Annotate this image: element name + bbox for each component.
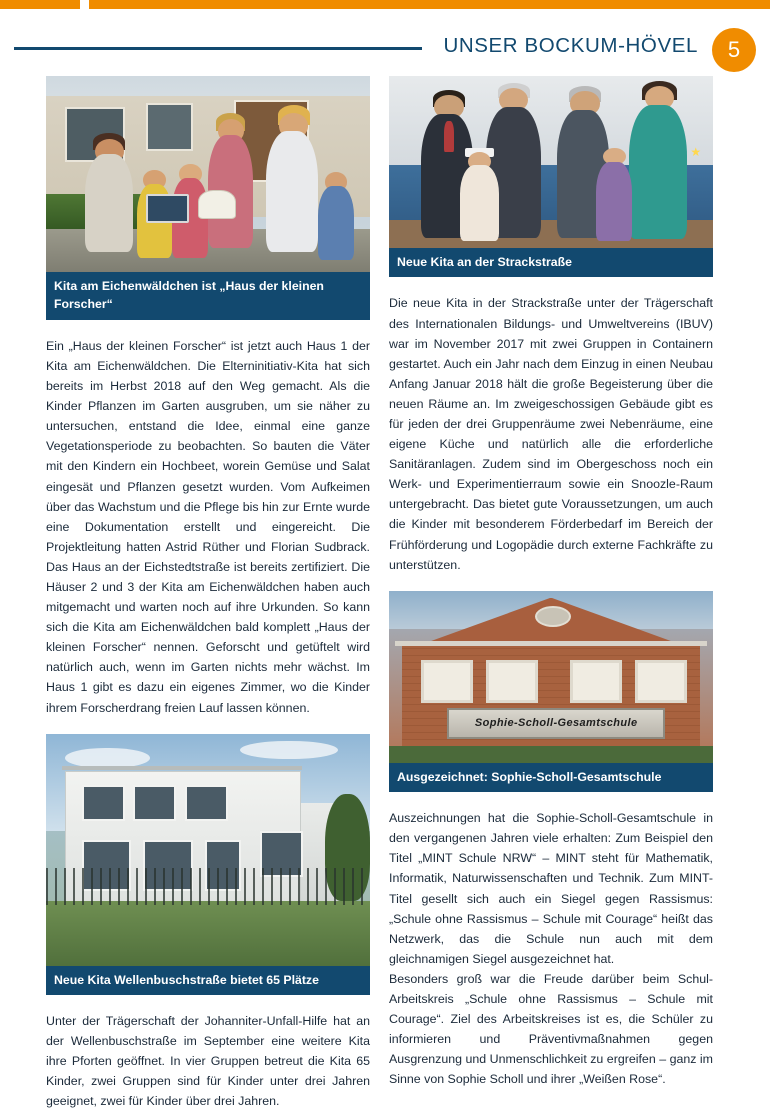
photo-kita-strackstrasse bbox=[389, 76, 713, 248]
photo-fence bbox=[46, 868, 370, 905]
photo-cloud bbox=[240, 741, 337, 760]
photo-child-body bbox=[460, 165, 499, 241]
page-title: UNSER BOCKUM-HÖVEL bbox=[443, 34, 698, 57]
figure-kita-strackstrasse bbox=[389, 76, 713, 277]
photo-tablet-prop bbox=[146, 194, 189, 223]
article-body-kita-wellenbuschstrasse: Unter der Trägerschaft der Johanniter-Unfall-Hilfe hat an der Wellenbuschstraße im September eine weitere Kita ihre Pforten geöffnet. In vier Gruppen betreut die Kita 65 Kinder, zwei Gruppen sind für Kinder unter drei Jahren geeignet, zwei für Kinder über drei Jahren. bbox=[46, 1014, 370, 1109]
figure-kita-wellenbuschstrasse bbox=[46, 734, 370, 995]
figure-caption: Neue Kita an der Strackstraße bbox=[389, 248, 713, 277]
article-body-sophie-scholl-awards: Auszeichnungen hat die Sophie-Scholl-Gesamtschule in den vergangenen Jahren viele erhalten: Zum Beispiel den Titel „MINT Schule NRW“ – MINT steht für Mathematik, Informatik, Naturwissenschaften und Technik. Zum MINT-Titel gesellt sich auch ein Siegel gegen Rassismus: „Schule ohne Rassismus – Schule mit Courage“ heißt das Netzwerk, das die Schule nun auch mit dem gleichnamigen Siegel ausgezeichnet hat. bbox=[389, 811, 713, 966]
photo-window bbox=[570, 660, 621, 704]
photo-roofline bbox=[395, 641, 706, 646]
photo-window bbox=[146, 103, 192, 150]
photo-child-body bbox=[318, 186, 354, 260]
photo-window bbox=[421, 660, 472, 704]
spacer bbox=[46, 320, 370, 336]
photo-person-body bbox=[629, 105, 687, 239]
photo-window bbox=[486, 660, 537, 704]
top-bar-right-accent bbox=[89, 0, 770, 9]
spacer bbox=[389, 792, 713, 808]
photo-roofline bbox=[62, 766, 302, 770]
figure-caption: Neue Kita Wellenbuschstraße bietet 65 Plätze bbox=[46, 966, 370, 995]
photo-window bbox=[635, 660, 686, 704]
spacer bbox=[389, 277, 713, 293]
photo-necktie bbox=[444, 121, 454, 152]
figure-sophie-scholl-gesamtschule bbox=[389, 591, 713, 792]
photo-certificate-prop bbox=[198, 190, 236, 219]
article-body-kita-strackstrasse: Die neue Kita in der Strackstraße unter der Trägerschaft des Internationalen Bildungs- und Umweltvereins (IBUV) war im November 2017 mit zwei Gruppen in Containern gestartet. Auch ein Jahr nach dem Einzug in einen Neubau Anfang Januar 2018 hält die große Begeisterung über die neuen Räume an. Im zweigeschossigen Gebäude gibt es für jeden der drei Gruppenräume zwei Nebenräume, eine eigene Küche und natürlich alle die erforderliche Sanitäranlagen. Zudem sind im Obergeschoss noch ein Werk- und Experimentierraum sowie ein Snoozle-Raum untergebracht. Das bietet gute Voraussetzungen, um auch die Kinder mit besonderem Förderbedarf im Bereich der Frühförderung und Logopädie durch externe Fachkräfte zu unterstützen. bbox=[389, 296, 713, 572]
right-column bbox=[389, 76, 713, 1090]
figure-caption: Ausgezeichnet: Sophie-Scholl-Gesamtschule bbox=[389, 763, 713, 792]
photo-window bbox=[185, 785, 228, 821]
photo-star-decoration: ★ bbox=[690, 144, 702, 159]
photo-lawn bbox=[46, 901, 370, 966]
figure-kita-eichenwaeldchen bbox=[46, 76, 370, 320]
top-bar-left-accent bbox=[0, 0, 80, 9]
photo-kita-eichenwaeldchen bbox=[46, 76, 370, 272]
photo-window bbox=[82, 785, 125, 821]
photo-person-body bbox=[266, 131, 318, 253]
photo-child-body bbox=[596, 162, 632, 241]
article-body-sophie-scholl-arbeitskreis: Besonders groß war die Freude darüber beim Schul-Arbeitskreis „Schule ohne Rassismus – Schule mit Courage“. Ziel des Arbeitskreises ist es, die Schüler zu informieren und Präventivmaßnahmen gegen Ausgrenzung und Unmenschlichkeit zu ergreifen – ganz im Sinne von Sophie Scholl und ihrer „Weißen Rose“. bbox=[389, 971, 713, 1087]
spacer bbox=[46, 718, 370, 734]
spacer bbox=[46, 995, 370, 1011]
photo-sophie-scholl-gesamtschule bbox=[389, 591, 713, 763]
header-rule bbox=[14, 47, 422, 50]
photo-school-sign: Sophie-Scholl-Gesamtschule bbox=[447, 708, 665, 740]
article-body-kita-eichenwaeldchen: Ein „Haus der kleinen Forscher“ ist jetzt auch Haus 1 der Kita am Eichenwäldchen. Die Elterninitiativ-Kita hat sich bereits im Herbst 2018 auf den Weg gemacht. Als die Kinder Pflanzen im Garten ausgruben, um sie näher zu untersuchen, entstand die Idee, einmal eine ganze Vegetationsperiode zu beobachten. So bauten die Väter mit den Kindern ein Hochbeet, worein Gemüse und Salat eingesät und Pflanzen gesetzt wurden. Vom Aufkeimen über das Wachstum und die Pflege bis hin zur Ernte wurde eine Dokumentation erstellt und eingereicht. Die Projektleitung hatten Astrid Rüther und Florian Sudbrack. Das Haus an der Eichstedtstraße ist bereits zertifiziert. Die Häuser 2 und 3 der Kita am Eichenwäldchen haben auch mitgemacht und warten noch auf ihre Urkunden. So kann sich die Kita am Eichenwäldchen bald komplett „Haus der kleinen Forscher“ nennen. Geforscht und getüftelt wird natürlich auch, wenn im Garten nichts mehr wächst. Im Haus 1 gibt es dazu ein eigenes Zimmer, wo die Kinder ihrem Forscherdrang freien Lauf lassen können. bbox=[46, 338, 370, 715]
photo-person-body bbox=[85, 154, 134, 252]
figure-caption: Kita am Eichenwäldchen ist „Haus der kleinen Forscher“ bbox=[46, 272, 370, 320]
left-column bbox=[46, 76, 370, 1112]
page-number-badge: 5 bbox=[712, 28, 756, 72]
photo-kita-wellenbuschstrasse bbox=[46, 734, 370, 966]
spacer bbox=[389, 575, 713, 591]
photo-window bbox=[133, 785, 176, 821]
photo-hedge bbox=[389, 746, 713, 763]
page-header bbox=[0, 28, 770, 70]
